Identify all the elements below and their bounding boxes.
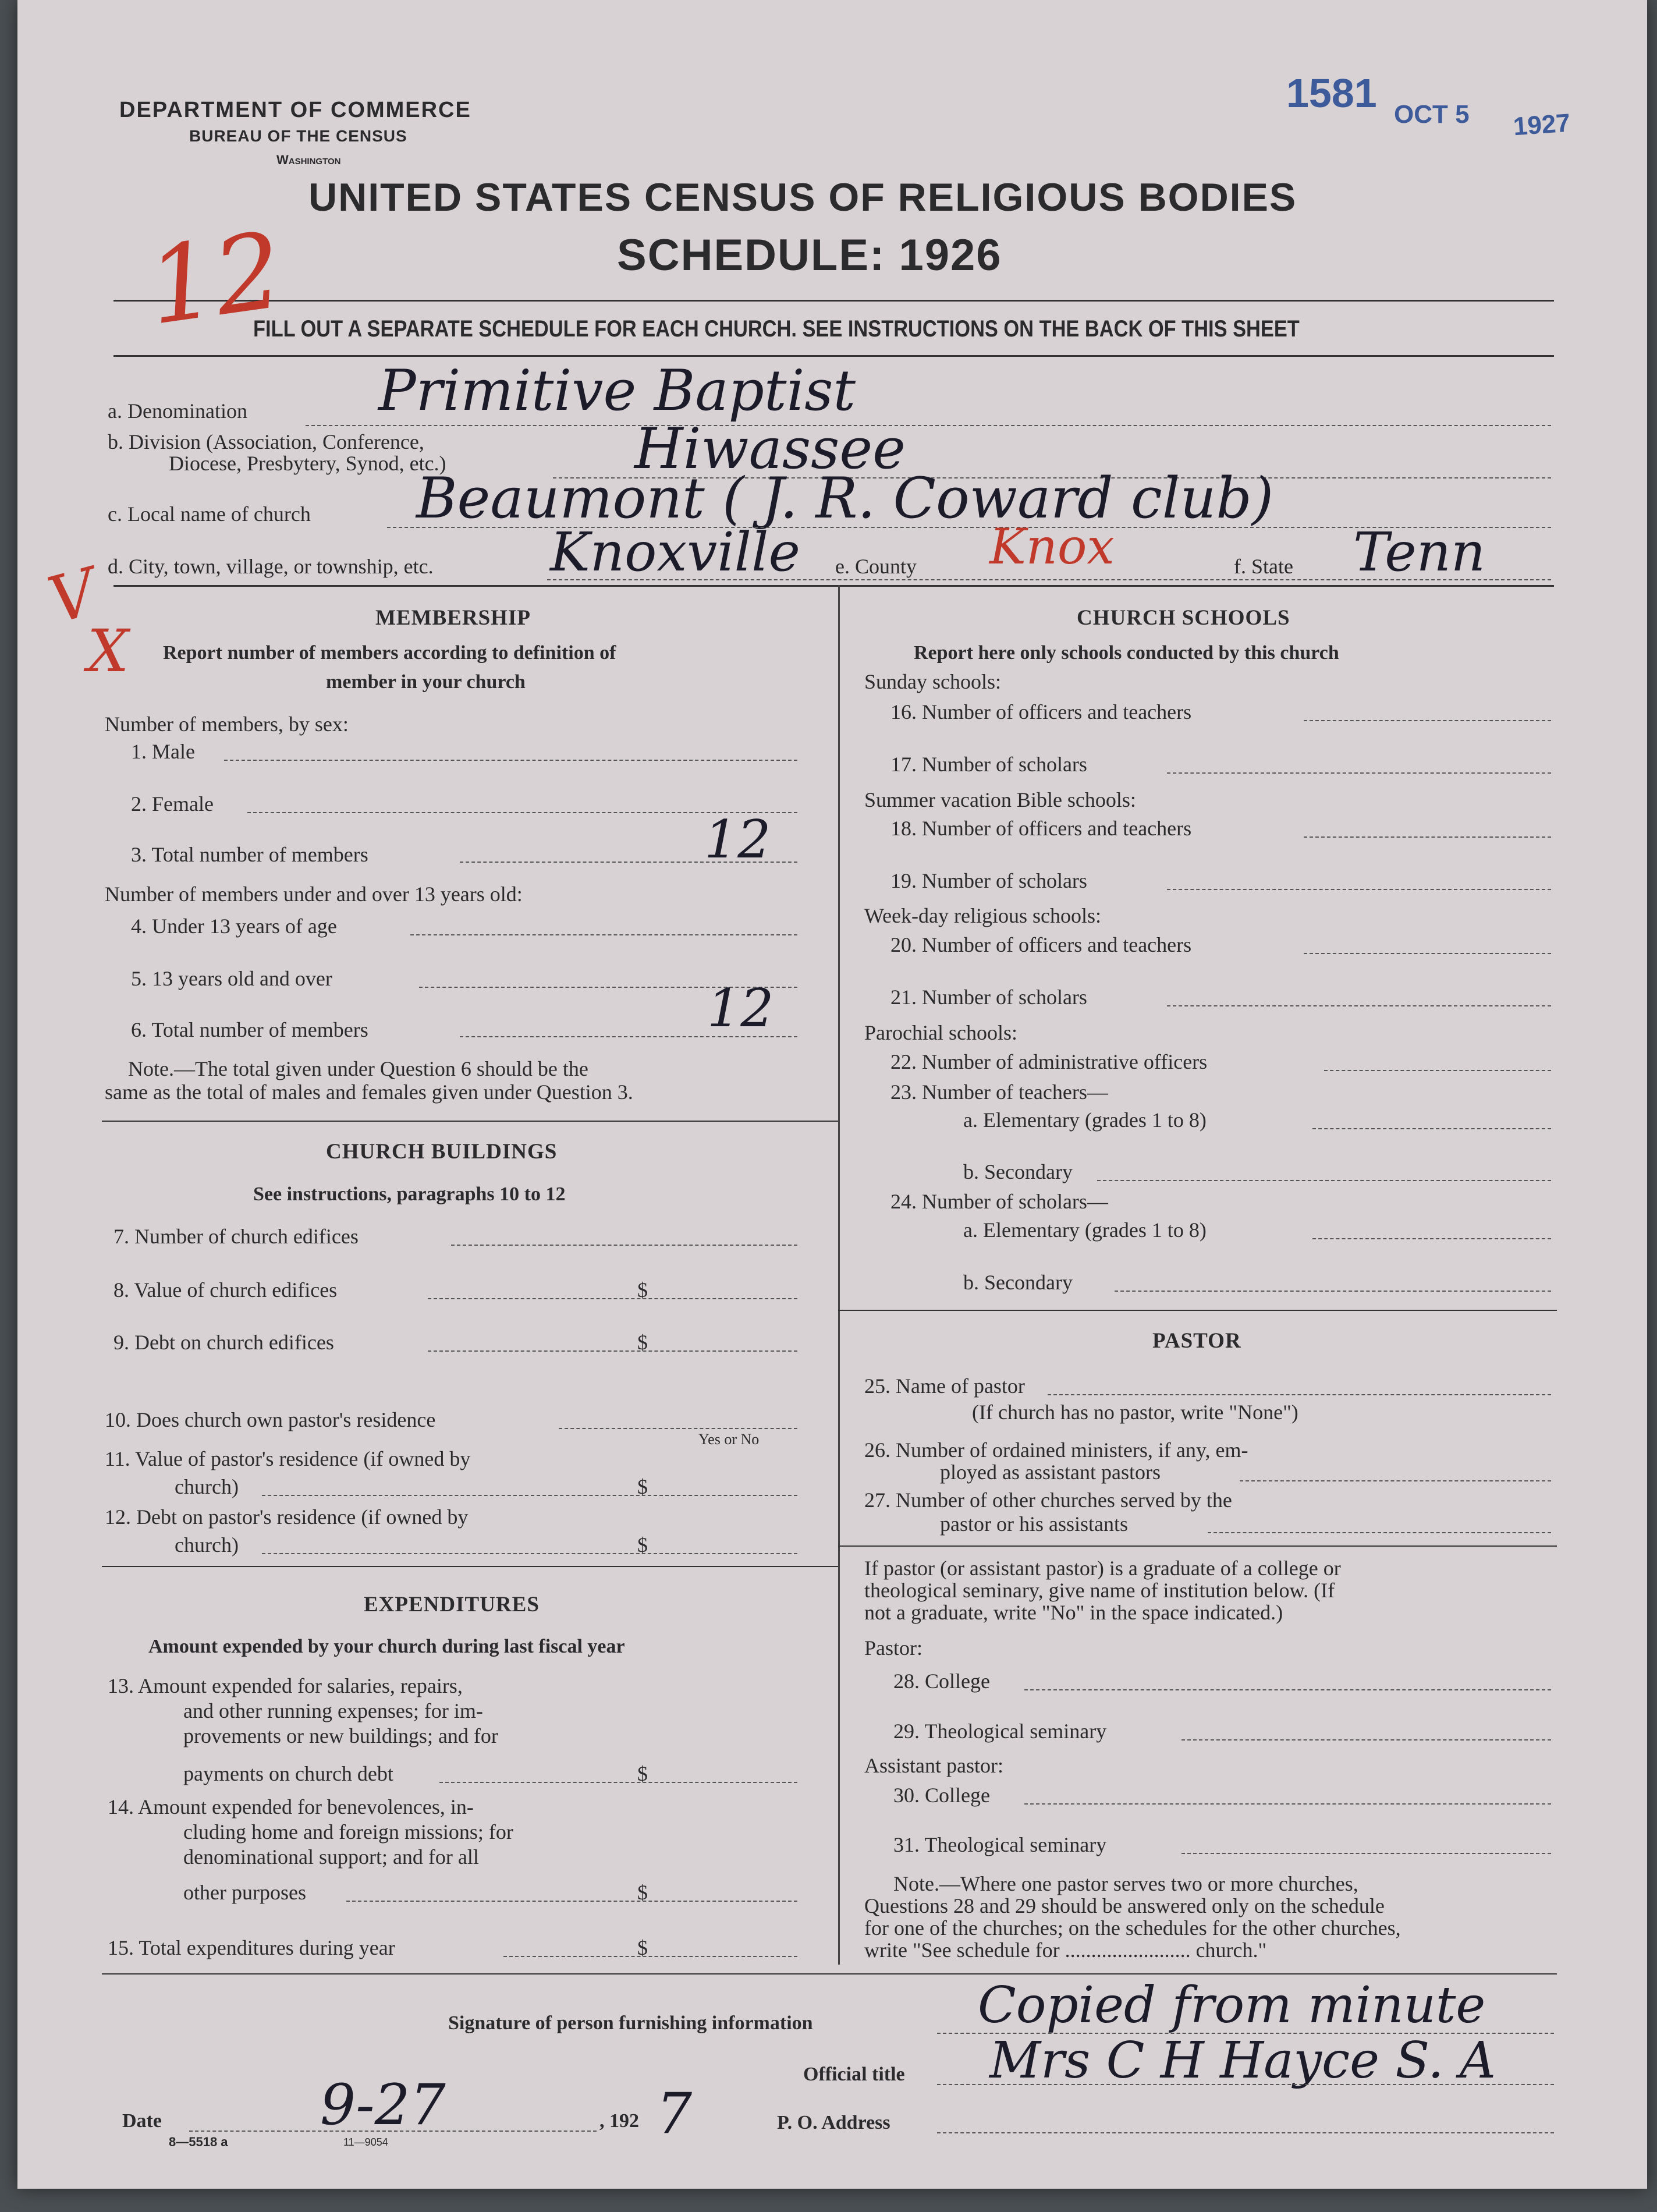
po-address-label: P. O. Address (777, 2112, 890, 2133)
schools-sub: Report here only schools conducted by this church (914, 642, 1339, 664)
q4-line (410, 934, 797, 935)
weekday-schools-label: Week-day religious schools: (864, 904, 1102, 927)
q21-label: 21. Number of scholars (890, 986, 1087, 1009)
q11-line (262, 1495, 797, 1496)
denomination-label: a. Denomination (108, 399, 247, 423)
margin-x-mark: X (87, 617, 129, 685)
date-value[interactable]: 9-27 (320, 2072, 446, 2137)
q6-total-label: 6. Total number of members (131, 1018, 368, 1041)
q17-label: 17. Number of scholars (890, 753, 1087, 776)
q2-female-label: 2. Female (131, 792, 214, 816)
q13-label-3: provements or new buildings; and for (183, 1724, 498, 1747)
city-label: d. City, town, village, or township, etc. (108, 555, 434, 578)
q24a-line (1312, 1238, 1551, 1239)
q13-dollar: $ (637, 1762, 648, 1785)
city-line (547, 579, 1551, 580)
header-rule-bottom (113, 355, 1554, 357)
received-stamp-number: 1581 (1286, 70, 1377, 116)
official-title-line (937, 2084, 1554, 2085)
q25-note: (If church has no pastor, write "None") (972, 1401, 1298, 1424)
q27-label: 27. Number of other churches served by the (864, 1488, 1232, 1512)
bureau-city: Washington (276, 153, 341, 167)
parochial-schools-label: Parochial schools: (864, 1021, 1017, 1044)
q15-total-label: 15. Total expenditures during year (108, 1936, 395, 1959)
q20-label: 20. Number of officers and teachers (890, 933, 1192, 956)
q10-line (559, 1428, 797, 1429)
summer-schools-label: Summer vacation Bible schools: (864, 788, 1136, 811)
q9-dollar: $ (637, 1331, 648, 1354)
schedule-year-title: SCHEDULE: 1926 (617, 231, 1002, 280)
header-rule-top (113, 300, 1554, 302)
q21-line (1167, 1005, 1551, 1006)
pastor-sub-label: Pastor: (864, 1636, 923, 1660)
column-divider (838, 585, 840, 1965)
q30-line (1024, 1803, 1551, 1805)
q16-label: 16. Number of officers and teachers (890, 700, 1192, 724)
q17-line (1167, 772, 1551, 774)
signature-label: Signature of person furnishing information (448, 2012, 813, 2034)
q28-label: 28. College (893, 1669, 990, 1693)
q29-line (1181, 1739, 1551, 1740)
schools-heading: CHURCH SCHOOLS (1077, 606, 1290, 630)
q8-value-label: 8. Value of church edifices (113, 1278, 338, 1302)
expenditures-heading: EXPENDITURES (364, 1593, 540, 1617)
division-value[interactable]: Hiwassee (634, 416, 906, 481)
q8-line (428, 1298, 797, 1299)
q12-debt-label: 12. Debt on pastor's residence (if owned by (105, 1505, 469, 1529)
date-line (189, 2131, 597, 2132)
footer-rule (102, 1973, 1557, 1975)
buildings-heading: CHURCH BUILDINGS (326, 1140, 558, 1164)
q25-label: 25. Name of pastor (864, 1374, 1025, 1398)
local-name-label: c. Local name of church (108, 502, 311, 526)
received-stamp-date: OCT 5 (1394, 100, 1470, 129)
po-address-line (937, 2132, 1554, 2133)
q14-dollar: $ (637, 1881, 648, 1904)
q14-label-4: other purposes (183, 1881, 306, 1904)
q24a-label: a. Elementary (grades 1 to 8) (963, 1218, 1207, 1242)
q23b-label: b. Secondary (963, 1160, 1073, 1183)
bureau-name: BUREAU OF THE CENSUS (189, 127, 407, 145)
date-year-prefix: , 192 (599, 2110, 639, 2132)
division-label: b. Division (Association, Conference, (108, 430, 424, 453)
pastor-rule (838, 1545, 1557, 1547)
date-label: Date (122, 2110, 162, 2132)
q19-line (1167, 889, 1551, 890)
division-label-2: Diocese, Presbytery, Synod, etc.) (169, 452, 446, 475)
assistant-sub-label: Assistant pastor: (864, 1754, 1003, 1777)
buildings-sub: See instructions, paragraphs 10 to 12 (253, 1183, 566, 1205)
q6-total-value[interactable]: 12 (707, 978, 774, 1039)
pastor-note-3: for one of the churches; on the schedules for the other churches, (864, 1916, 1401, 1940)
denomination-value[interactable]: Primitive Baptist (378, 358, 856, 423)
q22-label: 22. Number of administrative officers (890, 1050, 1208, 1073)
q11-value-label: 11. Value of pastor's residence (if owned by (105, 1447, 471, 1470)
q7-edifices-label: 7. Number of church edifices (113, 1225, 359, 1248)
q12-label-2: church) (175, 1533, 239, 1557)
q24b-line (1115, 1291, 1551, 1292)
q12-line (262, 1553, 797, 1554)
state-label: f. State (1234, 555, 1293, 578)
q15-dollar: $ (637, 1936, 648, 1959)
q3-total-value[interactable]: 12 (704, 809, 771, 870)
q29-label: 29. Theological seminary (893, 1720, 1107, 1743)
sunday-schools-label: Sunday schools: (864, 670, 1002, 693)
buildings-rule (102, 1566, 838, 1567)
q13-line (439, 1782, 797, 1783)
q15-line (503, 1956, 797, 1957)
q25-line (1048, 1394, 1551, 1395)
q3-total-label: 3. Total number of members (131, 843, 368, 866)
age-intro-label: Number of members under and over 13 years old: (105, 882, 523, 906)
q23-label: 23. Number of teachers— (890, 1080, 1108, 1104)
q14-line (346, 1901, 797, 1902)
graduate-instruction-3: not a graduate, write "No" in the space indicated.) (864, 1601, 1283, 1624)
q6-line (460, 1036, 797, 1037)
q9-debt-label: 9. Debt on church edifices (113, 1331, 334, 1354)
q26-line (1240, 1480, 1551, 1481)
county-label: e. County (835, 555, 917, 578)
form-number: 8—5518 a (169, 2135, 228, 2149)
q23a-label: a. Elementary (grades 1 to 8) (963, 1108, 1207, 1132)
margin-check-mark: V (40, 554, 105, 639)
graduate-instruction: If pastor (or assistant pastor) is a graduate of a college or (864, 1557, 1341, 1580)
q13-label-2: and other running expenses; for im- (183, 1699, 483, 1722)
q14-label-2: cluding home and foreign missions; for (183, 1820, 513, 1844)
pastor-heading: PASTOR (1152, 1329, 1241, 1353)
state-value[interactable]: Tenn (1353, 521, 1486, 583)
official-title-value[interactable]: Mrs C H Hayce S. A (989, 2032, 1496, 2090)
expenditures-sub: Amount expended by your church during last fiscal year (148, 1636, 625, 1657)
q13-label-4: payments on church debt (183, 1762, 393, 1785)
q28-line (1024, 1689, 1551, 1690)
identity-rule (113, 585, 1554, 587)
by-sex-label: Number of members, by sex: (105, 712, 349, 736)
city-value[interactable]: Knoxville (550, 521, 800, 583)
q31-line (1181, 1853, 1551, 1854)
q9-line (428, 1350, 797, 1352)
local-name-value[interactable]: Beaumont ( J. R. Coward club) (416, 466, 1274, 531)
membership-note: Note.—The total given under Question 6 should be the (128, 1057, 588, 1080)
q18-line (1304, 836, 1551, 838)
q26-label: 26. Number of ordained ministers, if any, em- (864, 1438, 1248, 1462)
q3-line (460, 862, 797, 863)
pastor-note-2: Questions 28 and 29 should be answered only on the schedule (864, 1894, 1385, 1917)
denomination-line (306, 425, 1551, 426)
q11-dollar: $ (637, 1475, 648, 1498)
q7-line (451, 1245, 797, 1246)
q30-label: 30. College (893, 1784, 990, 1807)
q31-label: 31. Theological seminary (893, 1833, 1107, 1856)
department-name: DEPARTMENT OF COMMERCE (119, 98, 471, 122)
yes-no-hint: Yes or No (698, 1431, 760, 1448)
q1-line (224, 760, 797, 761)
form-title: UNITED STATES CENSUS OF RELIGIOUS BODIES (308, 175, 1297, 219)
handwritten-sequence-number: 12 (140, 210, 290, 349)
q4-under13-label: 4. Under 13 years of age (131, 914, 337, 938)
membership-heading: MEMBERSHIP (375, 606, 531, 630)
q5-13andover-label: 5. 13 years old and over (131, 967, 332, 990)
membership-note-2: same as the total of males and females given under Question 3. (105, 1080, 633, 1104)
q16-line (1304, 720, 1551, 721)
signature-value[interactable]: Copied from minute (978, 1976, 1486, 2034)
membership-intro-2: member in your church (326, 671, 526, 693)
membership-intro: Report number of members according to definition of (163, 642, 616, 664)
form-instruction: FILL OUT A SEPARATE SCHEDULE FOR EACH CHURCH. SEE INSTRUCTIONS ON THE BACK OF THIS SHEET (253, 316, 1300, 342)
q26-label-2: ployed as assistant pastors (940, 1461, 1161, 1484)
q24-label: 24. Number of scholars— (890, 1190, 1108, 1213)
q8-dollar: $ (637, 1278, 648, 1302)
q19-label: 19. Number of scholars (890, 869, 1087, 892)
q23a-line (1312, 1128, 1551, 1129)
q1-male-label: 1. Male (131, 740, 195, 763)
q13-label: 13. Amount expended for salaries, repairs, (108, 1674, 463, 1697)
county-value[interactable]: Knox (989, 518, 1115, 575)
q10-residence-label: 10. Does church own pastor's residence (105, 1408, 436, 1431)
graduate-instruction-2: theological seminary, give name of institution below. (If (864, 1579, 1335, 1602)
q23b-line (1097, 1180, 1551, 1181)
official-title-label: Official title (803, 2064, 905, 2085)
q14-label-3: denominational support; and for all (183, 1845, 479, 1869)
date-year-value[interactable]: 7 (657, 2081, 693, 2146)
membership-rule (102, 1121, 838, 1122)
q22-line (1324, 1070, 1551, 1071)
q27-label-2: pastor or his assistants (940, 1512, 1128, 1536)
received-stamp-year: 1927 (1512, 108, 1571, 141)
q14-label: 14. Amount expended for benevolences, in- (108, 1795, 474, 1818)
print-number: 11—9054 (343, 2136, 388, 2148)
q11-label-2: church) (175, 1475, 239, 1498)
q12-dollar: $ (637, 1533, 648, 1557)
pastor-note: Note.—Where one pastor serves two or more churches, (893, 1872, 1358, 1895)
pastor-note-4: write "See schedule for ........................ church." (864, 1938, 1267, 1962)
schools-rule (838, 1310, 1557, 1311)
q24b-label: b. Secondary (963, 1271, 1073, 1294)
q27-line (1208, 1532, 1551, 1533)
q20-line (1304, 953, 1551, 954)
q18-label: 18. Number of officers and teachers (890, 817, 1192, 840)
